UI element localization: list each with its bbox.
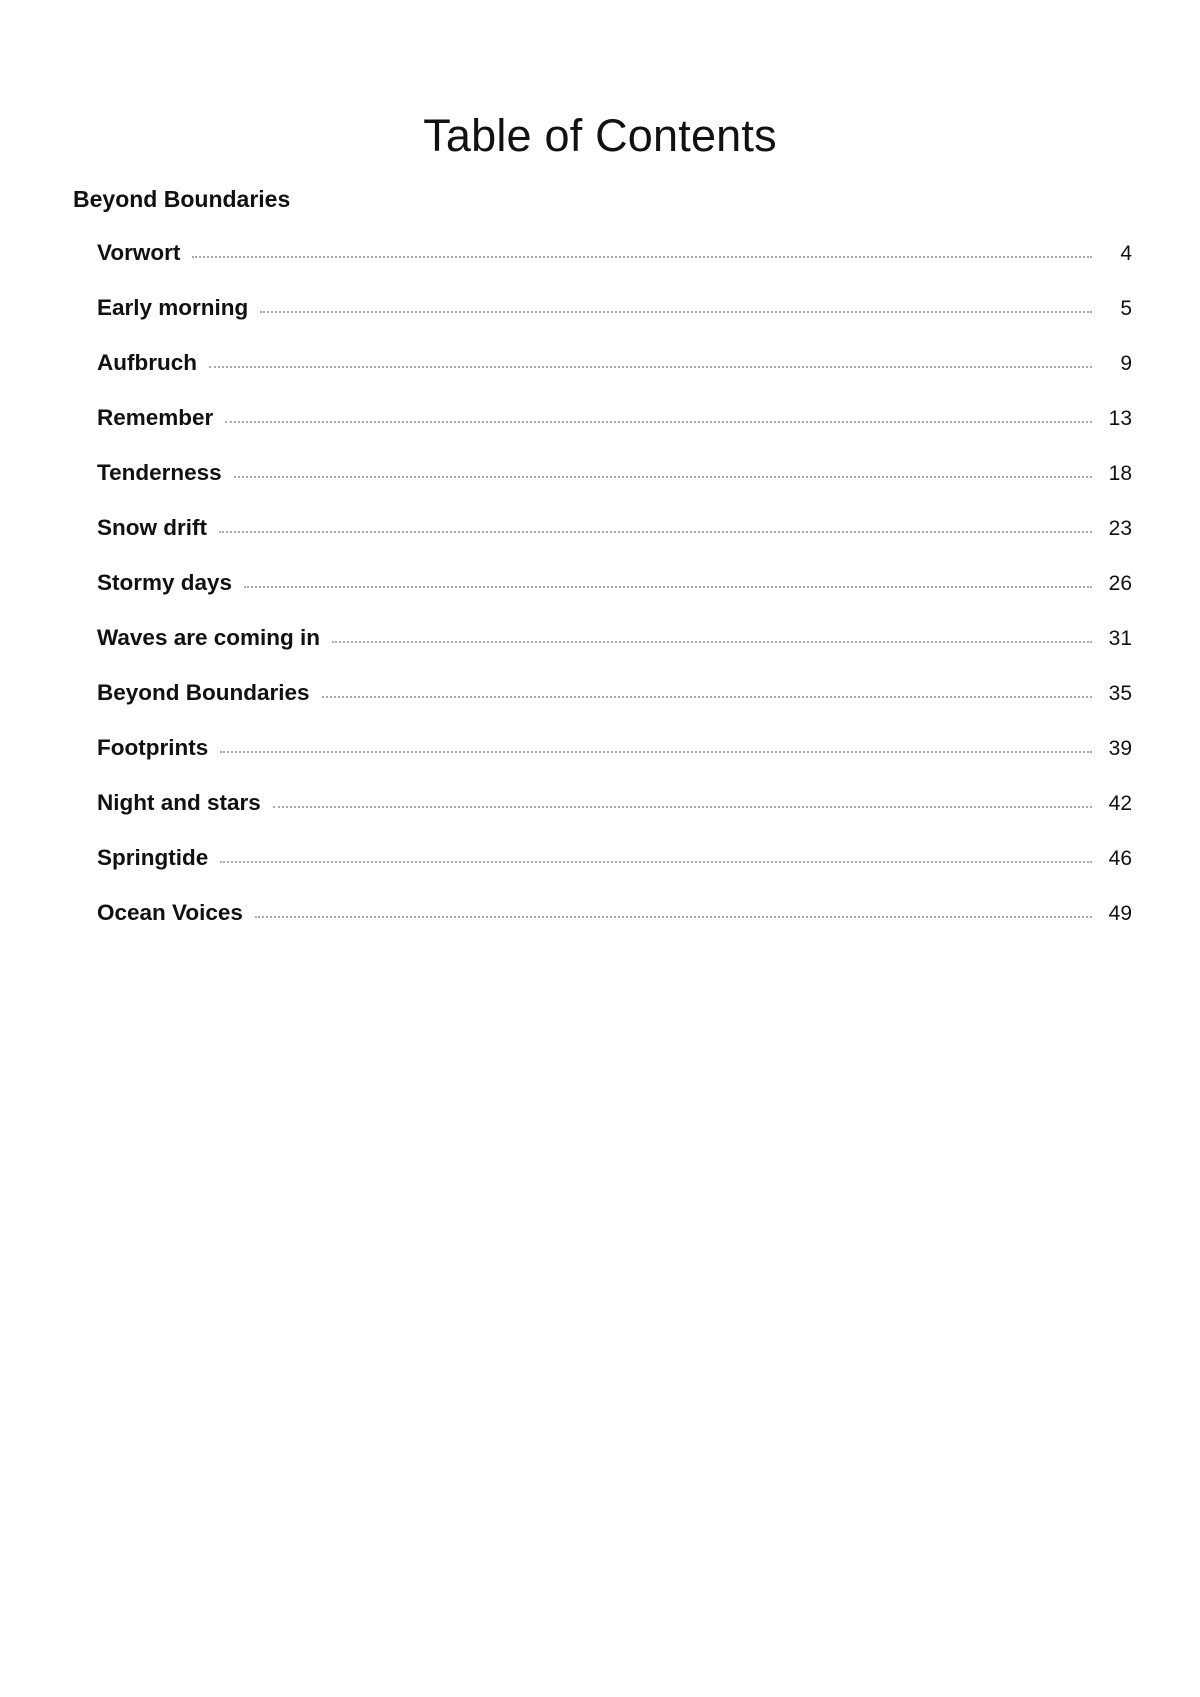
dot-leader — [332, 641, 1092, 643]
toc-entry-night-and-stars[interactable] — [97, 788, 1132, 843]
entry-title: Vorwort — [97, 240, 181, 265]
dot-leader — [220, 751, 1092, 753]
dot-leader — [260, 311, 1092, 313]
entry-title: Footprints — [97, 735, 209, 760]
dot-leader — [255, 916, 1092, 918]
dot-leader — [209, 366, 1092, 368]
dot-leader — [192, 256, 1092, 258]
toc-entry-aufbruch[interactable] — [97, 348, 1132, 403]
entry-page-number: 23 — [1108, 517, 1132, 540]
entry-page-number: 13 — [1108, 407, 1132, 430]
dot-leader — [234, 476, 1092, 478]
entry-title: Tenderness — [97, 460, 222, 485]
entry-page-number: 31 — [1108, 627, 1132, 650]
entry-title: Springtide — [97, 845, 209, 870]
toc-entry-ocean-voices[interactable] — [97, 898, 1132, 953]
dot-leader — [244, 586, 1092, 588]
page-title: Table of Contents — [423, 110, 777, 162]
toc-entry-springtide[interactable] — [97, 843, 1132, 898]
dot-leader — [273, 806, 1092, 808]
entry-title: Waves are coming in — [97, 625, 320, 650]
entry-page-number: 35 — [1108, 682, 1132, 705]
toc-entry-early-morning[interactable] — [97, 293, 1132, 348]
toc-entry-footprints[interactable] — [97, 733, 1132, 788]
toc-entry-snow-drift[interactable] — [97, 513, 1132, 568]
entry-title: Ocean Voices — [97, 900, 243, 925]
entry-page-number: 9 — [1120, 352, 1132, 375]
toc-entry-stormy-days[interactable] — [97, 568, 1132, 623]
toc-entry-remember[interactable] — [97, 403, 1132, 458]
entry-title: Aufbruch — [97, 350, 197, 375]
toc-entry-beyond-boundaries[interactable] — [97, 678, 1132, 733]
table-of-contents — [97, 238, 1132, 953]
toc-entry-tenderness[interactable] — [97, 458, 1132, 513]
entry-page-number: 18 — [1108, 462, 1132, 485]
entry-title: Stormy days — [97, 570, 233, 595]
entry-title: Beyond Boundaries — [97, 680, 310, 705]
entry-page-number: 42 — [1108, 792, 1132, 815]
entry-title: Night and stars — [97, 790, 261, 815]
toc-entry-vorwort[interactable] — [97, 238, 1132, 293]
toc-entry-waves-are-coming-in[interactable] — [97, 623, 1132, 678]
entry-page-number: 49 — [1108, 902, 1132, 925]
dot-leader — [225, 421, 1092, 423]
dot-leader — [220, 861, 1092, 863]
entry-page-number: 5 — [1120, 297, 1132, 320]
entry-title: Remember — [97, 405, 214, 430]
entry-page-number: 39 — [1108, 737, 1132, 760]
entry-page-number: 26 — [1108, 572, 1132, 595]
entry-title: Early morning — [97, 295, 249, 320]
entry-page-number: 46 — [1108, 847, 1132, 870]
dot-leader — [322, 696, 1092, 698]
dot-leader — [219, 531, 1092, 533]
entry-page-number: 4 — [1120, 242, 1132, 265]
section-heading: Beyond Boundaries — [73, 186, 291, 212]
entry-title: Snow drift — [97, 515, 207, 540]
